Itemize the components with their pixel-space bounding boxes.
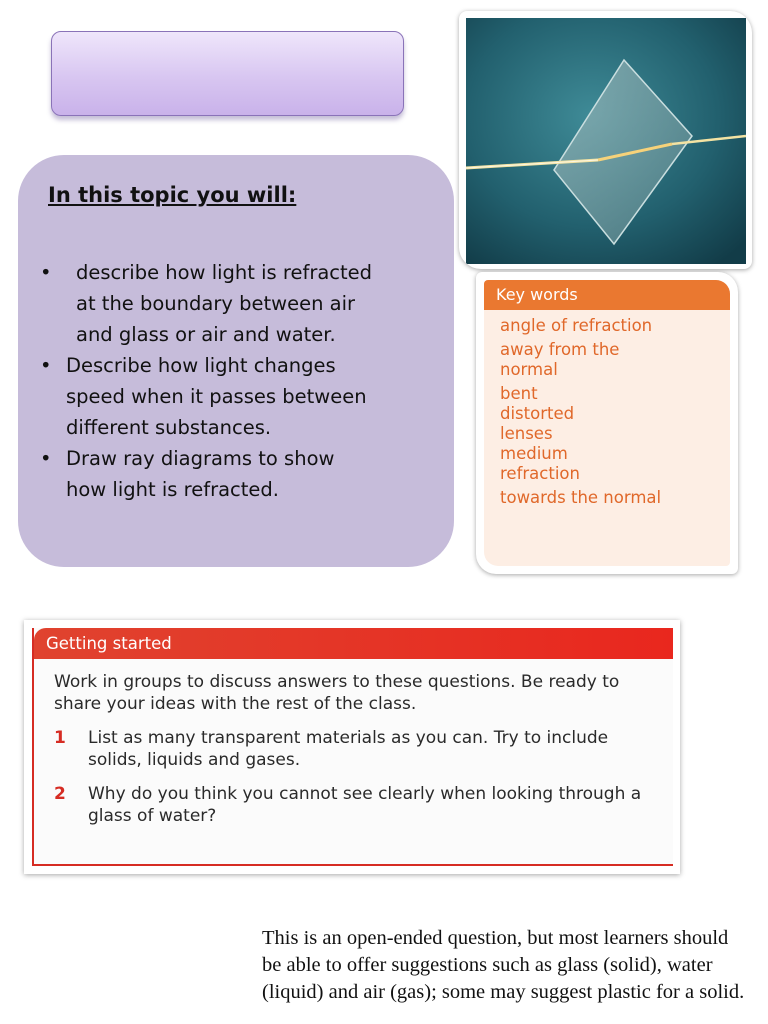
objective-line: describe how light is refracted (76, 261, 373, 284)
bullet-icon: • (40, 447, 52, 470)
objective-item (18, 350, 438, 443)
key-word-item: medium (500, 444, 568, 463)
title-box (51, 31, 404, 116)
topic-objectives-box (18, 155, 454, 567)
key-word-item: bent (500, 384, 538, 403)
key-words-box (476, 272, 738, 574)
objective-item (18, 443, 438, 505)
key-words-header: Key words (484, 280, 730, 310)
objective-line: speed when it passes between (66, 385, 367, 408)
key-word-item: towards the normal (500, 488, 662, 507)
objective-line: how light is refracted. (66, 478, 279, 501)
refraction-photo (459, 11, 752, 269)
bullet-icon: • (40, 354, 52, 377)
getting-started-header: Getting started (34, 628, 673, 659)
key-word-item: distorted (500, 404, 575, 423)
objective-line: Draw ray diagrams to show (66, 447, 335, 470)
question-text: List as many transparent materials as you can. Try to include solids, liquids and gases. (88, 728, 609, 770)
key-word-item: away from the normal (500, 340, 620, 379)
objective-line: at the boundary between air (76, 292, 356, 315)
key-word-item: angle of refraction (500, 316, 653, 335)
getting-started-box (24, 620, 680, 874)
getting-started-panel (32, 628, 673, 866)
bullet-icon: • (40, 261, 52, 284)
objective-line: different substances. (66, 416, 272, 439)
key-word-item: refraction (500, 464, 580, 483)
objective-item (18, 257, 438, 350)
question-number: 2 (54, 784, 66, 804)
key-word-item: lenses (500, 424, 553, 443)
topic-objectives-list (18, 257, 438, 505)
question-text: Why do you think you cannot see clearly when looking through a glass of water? (88, 784, 642, 826)
topic-heading: In this topic you will: (48, 183, 297, 207)
question-number: 1 (54, 728, 66, 748)
question-item (54, 727, 648, 771)
question-item (54, 783, 648, 827)
key-words-list (484, 310, 730, 508)
glass-block-photo-image (466, 18, 746, 264)
key-words-panel (484, 280, 730, 566)
objective-line: and glass or air and water. (76, 323, 336, 346)
getting-started-intro: Work in groups to discuss answers to these questions. Be ready to share your ideas with the rest of the class. (54, 672, 620, 714)
objective-line: Describe how light changes (66, 354, 336, 377)
answer-text: This is an open-ended question, but most learners should be able to offer suggestions such as glass (solid), water (liquid) and air (gas); some may suggest plastic for a solid. (262, 927, 745, 1003)
